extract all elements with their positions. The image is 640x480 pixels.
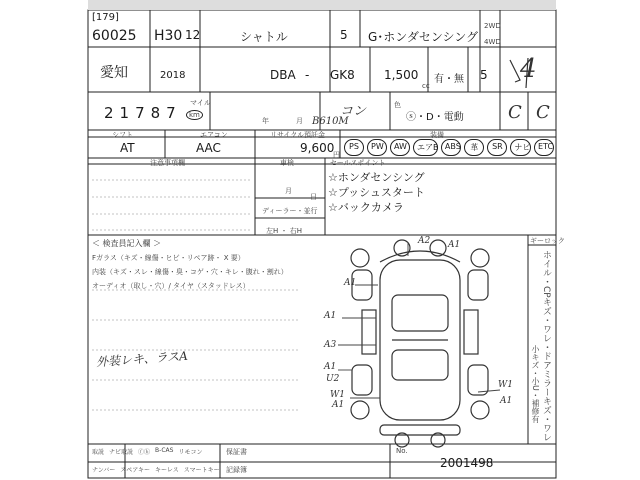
equipment-item: ETC — [534, 139, 554, 156]
yes-no: 有・無 — [434, 74, 464, 85]
footer-item: 取説 — [92, 449, 105, 456]
recycle-unit: 円 — [333, 151, 340, 159]
sales-points — [328, 170, 425, 215]
month: 12 — [185, 28, 201, 42]
label-2wd: 2WD — [484, 22, 501, 30]
inspector-line2: 内装（キズ・スレ・線傷・臭・コゲ・穴・キレ・腹れ・割れ） — [92, 268, 288, 276]
equipment-item: ABS — [441, 139, 462, 156]
mark-u2: U2 — [326, 374, 340, 384]
aircon: AAC — [196, 141, 221, 155]
record-label: 保証書 — [226, 448, 247, 456]
tsuki-label: 月 — [296, 117, 303, 125]
mark-a1: A1 — [324, 311, 337, 321]
mark-a1: A1 — [332, 400, 345, 410]
equipment-item: AW — [390, 139, 410, 156]
inspection-month: 月 — [285, 187, 292, 195]
inspection-day: 日 — [310, 193, 317, 201]
mileage-unit2: マイル — [190, 99, 211, 107]
dealer-label: ディーラー・並行 — [262, 207, 318, 215]
no-label: No. — [396, 447, 408, 455]
mark-a1: A1 — [344, 278, 357, 288]
mark-a3: A3 — [324, 340, 337, 350]
mark-a2: A2 — [418, 236, 431, 246]
era-year: H30 — [154, 28, 183, 44]
footer-item: ナンバー — [92, 467, 116, 474]
footer-item: ナビ取説 — [109, 449, 134, 456]
label-4wd: 4WD — [484, 38, 501, 46]
equipment-item: SR — [487, 139, 507, 156]
side-note: 小キズ・小U・補修有 — [531, 345, 540, 423]
sales-point: ☆プッシュスタート — [328, 186, 425, 199]
nen-label: 年 — [262, 117, 269, 125]
cc-unit: cc — [422, 82, 430, 90]
gear-lock: ギーロック — [530, 237, 565, 245]
color-label: 色 — [394, 101, 401, 109]
vertical-side: ホイル・CPキズ・ワレ・ドアミラーキズ・ワレ — [541, 250, 551, 442]
mark-a1: A1 — [500, 396, 513, 406]
color-options: ⓢ・D・電動 — [406, 112, 464, 123]
mileage-unit: km — [186, 110, 203, 120]
lot-bracket: [179] — [92, 12, 119, 23]
car-name: シャトル — [240, 30, 288, 44]
model-code: GK8 — [330, 68, 355, 82]
inspector-header: ＜ 検査員記入欄 ＞ — [92, 239, 162, 248]
equipment-item: エアB — [413, 139, 438, 156]
car-diagram — [351, 240, 489, 447]
sales-point: ☆バックカメラ — [328, 201, 404, 214]
handwritten-note: 外装レキ、ラスA — [95, 348, 189, 370]
color-handwritten: コン — [340, 104, 367, 119]
displacement: 1,500 — [384, 68, 419, 82]
equipment-list — [344, 139, 554, 156]
footer-item: キーレス — [155, 467, 179, 474]
shift-header: シフト — [112, 131, 133, 139]
model-dash: - — [305, 68, 310, 82]
color-code: B610M — [312, 116, 349, 127]
mark-w1: W1 — [330, 390, 345, 400]
handle-label: 左H ・ 右H — [266, 227, 302, 235]
equipment-item: 革 — [464, 139, 484, 156]
footer-item: スペアキー — [120, 467, 151, 474]
aircon-header: エアコン — [200, 131, 228, 139]
footer-items — [92, 447, 202, 456]
footer-item: リモコン — [178, 449, 203, 456]
footer-items2 — [92, 465, 220, 474]
model-prefix: DBA — [270, 68, 296, 82]
mark-a1: A1 — [448, 240, 461, 250]
inspection-header: 車検 — [280, 159, 294, 167]
recycle-fee: 9,600 — [300, 141, 335, 155]
equipment-item: PW — [367, 139, 387, 156]
inspector-line1: Fガラス（キズ・線傷・ヒビ・リペア跡・ X 要） — [92, 254, 245, 262]
footer-item: スマートキー — [183, 467, 220, 474]
exterior-score: C — [536, 102, 550, 123]
equipment-item: PS — [344, 139, 364, 156]
lot-number: 60025 — [92, 28, 137, 44]
record2-label: 記録簿 — [226, 466, 247, 474]
footer-number: 2001498 — [440, 456, 494, 470]
interior-score: C — [508, 102, 522, 123]
footer-item: B-CAS — [155, 447, 174, 454]
region: 愛知 — [100, 65, 128, 81]
recycle-header: リサイクル預託金 — [270, 131, 326, 139]
mileage: 21787 — [104, 104, 182, 122]
footer-item: ⓕⓑ — [138, 449, 151, 456]
inspector-line3: オーディオ（取し・穴）/ タイヤ（スタッドレス） — [92, 282, 250, 290]
equipment-header: 装備 — [430, 131, 444, 139]
sales-point: ☆ホンダセンシング — [328, 171, 425, 184]
model-year: 2018 — [160, 70, 186, 81]
shift: AT — [120, 141, 135, 155]
grade: G･ホンダセンシング — [368, 30, 478, 44]
mark-a1: A1 — [324, 362, 337, 372]
notes-header: 注意事項欄 — [150, 159, 185, 167]
seats: 5 — [480, 68, 488, 82]
sales-header: セールスポイント — [330, 159, 386, 167]
score: 4 — [520, 54, 537, 84]
equipment-item: ナビ — [510, 139, 531, 156]
doors: 5 — [340, 28, 348, 42]
mark-w1: W1 — [498, 380, 513, 390]
